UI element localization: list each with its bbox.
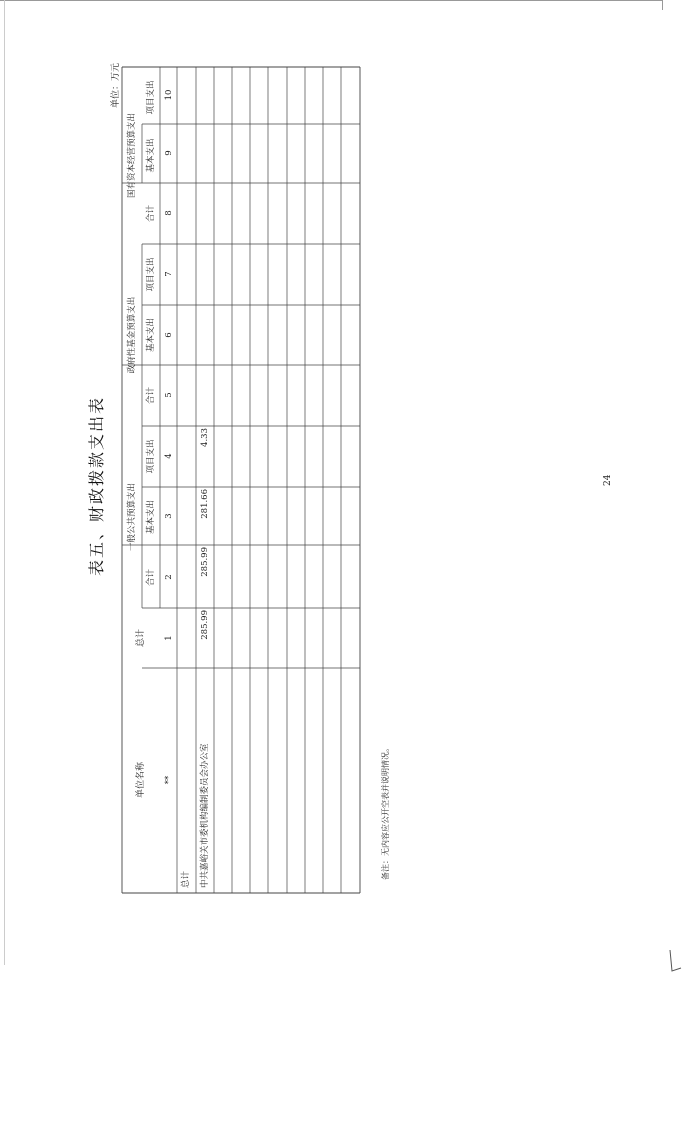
header-sub-2-2: 基本支出 <box>146 317 156 353</box>
row-2-cell-2: 285.99 <box>200 547 210 577</box>
header-sub-3-3: 项目支出 <box>146 80 156 115</box>
header-group-1: 一般公共预算支出 <box>127 482 137 552</box>
header-sub-3-2: 基本支出 <box>146 138 156 173</box>
index-cell-1: 1 <box>164 635 174 641</box>
index-cell-2: 2 <box>164 574 174 580</box>
header-sub-1-3: 项目支出 <box>146 439 156 474</box>
row-2-cell-1: 285.99 <box>200 610 210 640</box>
index-cell-9: 9 <box>164 150 174 156</box>
header-sub-2-3: 项目支出 <box>146 257 156 292</box>
header-group-2: 政府性基金预算支出 <box>127 296 137 374</box>
index-cell-3: 3 <box>164 513 174 519</box>
index-cell-5: 5 <box>164 392 174 398</box>
index-cell-8: 8 <box>164 210 174 216</box>
header-unit-name: 单位名称 <box>136 761 146 799</box>
row-1-unit-name: 总计 <box>181 870 191 888</box>
header-sub-1-2: 基本支出 <box>146 499 156 535</box>
index-cell-6: 6 <box>164 332 174 338</box>
header-total: 总计 <box>136 628 146 648</box>
row-2-cell-4: 4.33 <box>200 428 210 447</box>
header-sub-2-1: 合计 <box>146 386 156 405</box>
index-cell-0: ** <box>164 775 174 785</box>
page-number: 24 <box>603 474 613 486</box>
header-group-3: 国有资本经营预算支出 <box>127 112 137 199</box>
row-2-unit-name: 中共嘉峪关市委机构编制委员会办公室 <box>200 743 210 888</box>
row-2-cell-3: 281.66 <box>200 489 210 519</box>
page-title: 表五、财政拨款支出表 <box>87 395 106 576</box>
index-cell-4: 4 <box>164 453 174 459</box>
unit-label: 单位：万元 <box>111 62 121 108</box>
header-sub-1-1: 合计 <box>146 568 156 587</box>
index-cell-7: 7 <box>164 271 174 277</box>
index-cell-10: 10 <box>164 89 174 101</box>
table-note: 备注：无内容应公开空表并说明情况。 <box>381 744 390 880</box>
header-sub-3-1: 合计 <box>146 204 156 223</box>
